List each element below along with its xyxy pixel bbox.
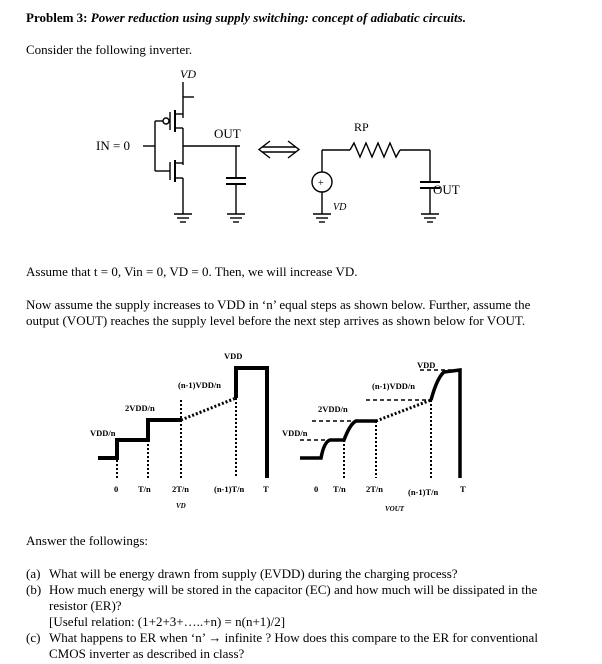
question-b-text-1: How much energy will be stored in the capacitor (EC) and how much will be dissipated in the bbox=[49, 582, 538, 597]
vout-tick-2: 2T/n bbox=[366, 484, 384, 494]
rp-resistor bbox=[350, 143, 400, 157]
problem-number: Problem 3: bbox=[26, 10, 88, 25]
vd-tick-4: T bbox=[263, 484, 269, 494]
vout-graph-caption: VOUT bbox=[385, 505, 405, 513]
vout-curve-upper bbox=[431, 370, 460, 478]
paragraph-line-2: output (VOUT) reaches the supply level before the next step arrives as shown below for VOUT. bbox=[26, 313, 526, 328]
assume-text: Assume that t = 0, Vin = 0, VD = 0. Then, we will increase VD. bbox=[26, 264, 358, 279]
vd-tick-2: 2T/n bbox=[172, 484, 190, 494]
vout-tick-3: (n-1)T/n bbox=[408, 487, 439, 497]
question-c-text-2: CMOS inverter as described in class? bbox=[49, 646, 245, 661]
vd-source-label: VD bbox=[333, 202, 347, 213]
vd-tick-1: T/n bbox=[138, 484, 151, 494]
problem-title-text: Power reduction using supply switching: concept of adiabatic circuits. bbox=[90, 10, 466, 25]
pmos-bubble bbox=[163, 118, 169, 124]
vd-graph-vdd: VDD bbox=[224, 351, 243, 361]
vout-graph-n1: (n-1)VDD/n bbox=[372, 381, 415, 391]
question-b-text-2: resistor (ER)? bbox=[49, 598, 122, 613]
in-label: IN = 0 bbox=[96, 138, 131, 153]
equiv-head-right bbox=[288, 141, 299, 158]
vout-tick-1: T/n bbox=[333, 484, 346, 494]
equiv-head-left bbox=[259, 141, 270, 158]
question-b-hint: [Useful relation: (1+2+3+…..+n) = n(n+1)/2] bbox=[49, 614, 286, 629]
vd-staircase-lower bbox=[98, 420, 181, 458]
vd-tick-3: (n-1)T/n bbox=[214, 484, 245, 494]
question-a-text: What will be energy drawn from supply (EVDD) during the charging process? bbox=[49, 566, 458, 581]
vd-graph-caption: VD bbox=[176, 502, 186, 510]
vout-tick-0: 0 bbox=[314, 484, 319, 494]
vout-graph-one: VDD/n bbox=[282, 428, 308, 438]
vd-top-label: VD bbox=[180, 67, 196, 81]
inverter-circuit bbox=[143, 82, 440, 222]
out-left-label: OUT bbox=[214, 126, 241, 141]
vd-graph-n1: (n-1)VDD/n bbox=[178, 380, 221, 390]
question-a-label: (a) bbox=[26, 566, 41, 581]
vout-tick-4: T bbox=[460, 484, 466, 494]
vd-staircase-upper bbox=[236, 368, 267, 478]
intro-text: Consider the following inverter. bbox=[26, 42, 193, 57]
paragraph-line-1: Now assume the supply increases to VDD in ‘n’ equal steps as shown below. Further, assume the bbox=[26, 297, 531, 312]
question-c-text-1: What happens to ER when ‘n’ → infinite ? How does this compare to the ER for conventional bbox=[49, 630, 538, 645]
vd-staircase-dotted bbox=[181, 398, 236, 420]
question-c-label: (c) bbox=[26, 630, 41, 645]
source-plus: + bbox=[318, 178, 324, 189]
vd-graph-one: VDD/n bbox=[90, 428, 116, 438]
vout-graph-two: 2VDD/n bbox=[318, 404, 348, 414]
out-right-label: OUT bbox=[433, 182, 460, 197]
vd-tick-0: 0 bbox=[114, 484, 119, 494]
answer-heading: Answer the followings: bbox=[26, 533, 149, 548]
vout-curve-dotted bbox=[376, 400, 431, 421]
question-b-label: (b) bbox=[26, 582, 42, 597]
vout-graph-vdd: VDD bbox=[417, 360, 436, 370]
vd-graph-two: 2VDD/n bbox=[125, 403, 155, 413]
rp-label: RP bbox=[354, 120, 369, 134]
